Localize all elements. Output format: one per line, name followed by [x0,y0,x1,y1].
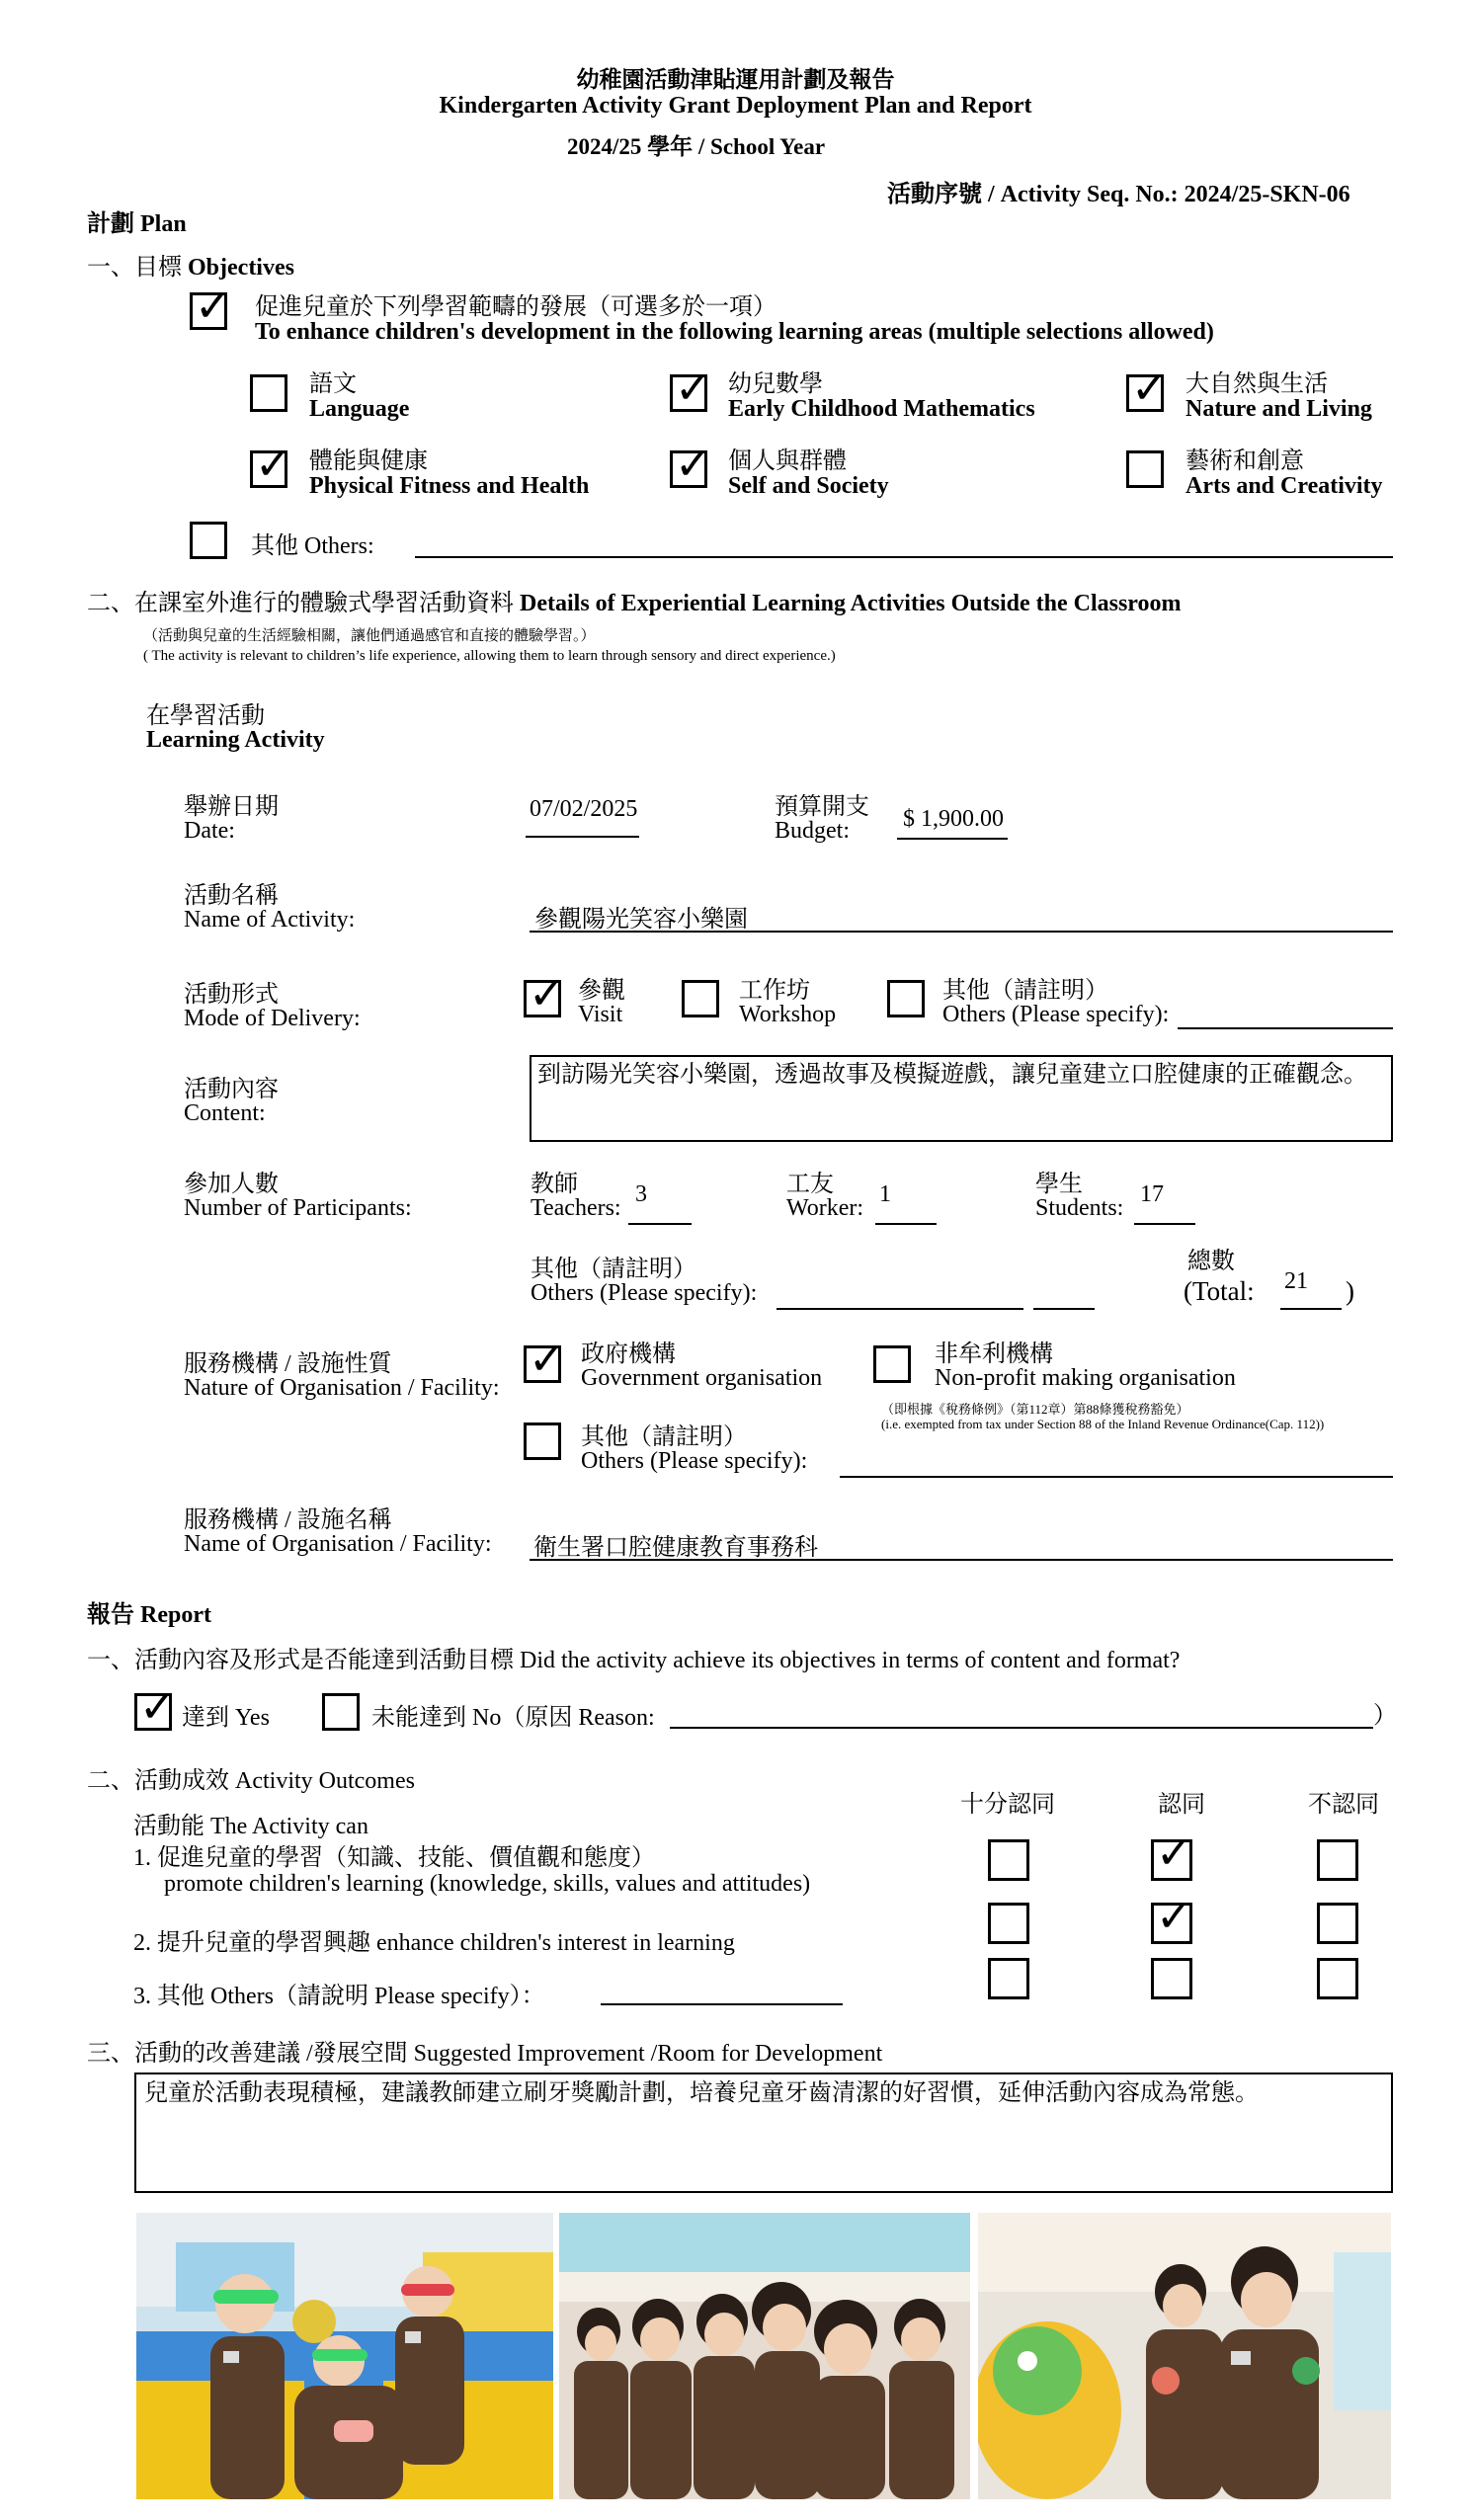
org-name-field[interactable] [530,1559,1393,1561]
date-field[interactable] [526,836,639,838]
check-icon: ✓ [529,1335,565,1385]
nature-gov-en: Government organisation [581,1365,823,1391]
teachers-value: 3 [635,1181,647,1207]
nature-gov-checkbox[interactable] [524,1335,565,1385]
objectives-others-field[interactable] [415,556,1393,558]
area-language-checkbox[interactable] [250,374,287,412]
mode-workshop-en: Workshop [739,1002,837,1027]
total-close-paren: ) [1346,1276,1354,1306]
title-en: Kindergarten Activity Grant Deployment Plan and Report [439,93,1032,119]
area-self-en: Self and Society [728,473,889,499]
participants-others-zh: 其他（請註明） [531,1257,696,1282]
outcome-2-zh: 2. 提升兒童的學習興趣 enhance children's interest in learning [133,1930,735,1956]
teachers-field[interactable] [628,1223,692,1225]
outcome-2-disagree-checkbox[interactable] [1317,1903,1358,1944]
check-icon: ✓ [1156,1892,1192,1942]
area-physical-zh: 體能與健康 [309,448,428,474]
content-value: 到訪陽光笑容小樂園，透過故事及模擬遊戲，讓兒童建立口腔健康的正確觀念。 [537,1062,1367,1088]
worker-label-zh: 工友 [786,1172,834,1197]
check-icon: ✓ [1156,1829,1192,1879]
participants-others-field[interactable] [776,1308,1023,1310]
total-value: 21 [1284,1268,1308,1294]
details-note-en: ( The activity is relevant to children’s life experience, allowing them to learn through sensory and direct experience.) [143,648,836,664]
report-yes-checkbox[interactable] [134,1682,176,1733]
area-physical-checkbox[interactable] [250,440,291,490]
school-year: 2024/25 學年 / School Year [567,134,826,159]
outcome-3-disagree-checkbox[interactable] [1317,1958,1358,1999]
date-value: 07/02/2025 [530,796,638,822]
area-arts-en: Arts and Creativity [1185,473,1383,499]
students-value: 17 [1140,1181,1164,1207]
org-name-value: 衛生署口腔健康教育事務科 [533,1535,818,1561]
nature-other-zh: 其他（請註明） [581,1424,747,1450]
area-math-en: Early Childhood Mathematics [728,396,1035,422]
participants-others-count-field[interactable] [1033,1308,1095,1310]
students-label-zh: 學生 [1035,1172,1083,1197]
outcome-3-agree-checkbox[interactable] [1151,1958,1192,1999]
worker-label-en: Worker: [786,1195,864,1221]
check-icon: ✓ [675,364,711,414]
children-holding-toys-photo [978,2213,1391,2499]
col-strongly-agree: 十分認同 [960,1792,1055,1818]
report-no-checkbox[interactable] [322,1693,360,1731]
mode-visit-en: Visit [578,1002,623,1027]
budget-label-zh: 預算開支 [775,794,869,820]
check-icon: ✓ [675,440,711,490]
area-nature-checkbox[interactable] [1126,364,1168,414]
mode-workshop-zh: 工作坊 [739,978,810,1004]
total-label-en: (Total: [1184,1276,1255,1306]
area-language-en: Language [309,396,410,422]
teachers-label-zh: 教師 [531,1172,578,1197]
mode-others-en: Others (Please specify): [942,1002,1170,1027]
check-icon: ✓ [1131,364,1168,414]
objectives-others-checkbox[interactable] [190,522,227,559]
budget-value: $ 1,900.00 [903,806,1004,832]
seq-no: 2024/25-SKN-06 [1184,182,1350,207]
mode-others-checkbox[interactable] [887,980,925,1017]
participants-others-en: Others (Please specify): [531,1280,758,1306]
area-language-zh: 語文 [309,371,357,397]
area-math-zh: 幼兒數學 [728,371,823,397]
teachers-label-en: Teachers: [531,1195,621,1221]
area-self-checkbox[interactable] [670,440,711,490]
nature-np-zh: 非牟利機構 [935,1341,1053,1367]
report-yes-label: 達到 Yes [182,1705,270,1731]
mode-workshop-checkbox[interactable] [682,980,719,1017]
area-physical-en: Physical Fitness and Health [309,473,590,499]
students-field[interactable] [1134,1223,1195,1225]
outcome-3-strongly-agree-checkbox[interactable] [988,1958,1029,1999]
outcome-1-en: promote children's learning (knowledge, skills, values and attitudes) [164,1871,811,1897]
check-icon: ✓ [529,969,565,1019]
objectives-intro-zh: 促進兒童於下列學習範疇的發展（可選多於一項） [255,294,776,320]
check-icon: ✓ [139,1682,176,1733]
check-icon: ✓ [195,282,231,332]
area-nature-zh: 大自然與生活 [1185,371,1328,397]
activity-name-label-zh: 活動名稱 [184,883,279,909]
activity-name-field[interactable] [530,931,1393,933]
col-agree: 認同 [1158,1792,1205,1818]
nature-label-zh: 服務機構 / 設施性質 [184,1351,392,1377]
nature-np-note-zh: （即根據《稅務條例》（第112章）第88條獲稅務豁免） [881,1402,1189,1417]
objectives-intro-en: To enhance children's development in the following learning areas (multiple selections allowed) [255,319,1214,345]
outcomes-heading: 二、活動成效 Activity Outcomes [87,1768,415,1794]
improvement-box[interactable] [134,2073,1393,2193]
area-arts-checkbox[interactable] [1126,450,1164,488]
worker-value: 1 [879,1181,891,1207]
nature-other-en: Others (Please specify): [581,1448,808,1474]
mode-others-field[interactable] [1178,1027,1393,1029]
improvement-heading: 三、活動的改善建議 /發展空間 Suggested Improvement /Room for Development [87,2041,883,2067]
org-label-zh: 服務機構 / 設施名稱 [184,1507,392,1533]
plan-heading: 計劃 Plan [87,211,187,237]
org-label-en: Name of Organisation / Facility: [184,1531,492,1557]
report-q1: 一、活動內容及形式是否能達到活動目標 Did the activity achieve its objectives in terms of content and format? [87,1648,1181,1673]
date-label-en: Date: [184,818,235,844]
objectives-heading: 一、目標 Objectives [87,255,294,281]
mode-visit-zh: 參觀 [578,978,625,1004]
students-label-en: Students: [1035,1195,1124,1221]
outcome-3-zh: 3. 其他 Others（請說明 Please specify）： [133,1984,545,2009]
seq-label: 活動序號 / Activity Seq. No.: [887,182,1179,207]
report-heading: 報告 Report [87,1602,211,1628]
mode-label-en: Mode of Delivery: [184,1006,361,1031]
activity-name-value: 參觀陽光笑容小樂園 [534,907,748,933]
nature-np-en: Non-profit making organisation [935,1365,1236,1391]
col-disagree: 不認同 [1308,1792,1379,1818]
outcome-1-disagree-checkbox[interactable] [1317,1839,1358,1881]
total-field[interactable] [1280,1308,1342,1310]
objectives-others-label: 其他 Others: [251,533,374,559]
title-zh: 幼稚園活動津貼運用計劃及報告 [576,67,895,92]
budget-field[interactable] [897,838,1008,840]
report-no-reason-field[interactable] [670,1727,1373,1729]
children-dental-play-photo [136,2213,553,2499]
details-note-zh: （活動與兒童的生活經驗相關，讓他們通過感官和直接的體驗學習。） [143,628,596,644]
nature-np-checkbox[interactable] [873,1345,911,1383]
mode-visit-checkbox[interactable] [524,969,565,1019]
mode-label-zh: 活動形式 [184,982,279,1008]
check-icon: ✓ [255,440,291,490]
outcome-2-strongly-agree-checkbox[interactable] [988,1903,1029,1944]
nature-gov-zh: 政府機構 [581,1341,676,1367]
outcome-1-agree-checkbox[interactable] [1151,1829,1192,1881]
area-nature-en: Nature and Living [1185,396,1372,422]
objectives-intro-checkbox[interactable] [190,282,231,332]
activity-name-label-en: Name of Activity: [184,907,356,933]
learning-activity-en: Learning Activity [146,727,325,753]
report-no-label: 未能達到 No（原因 Reason: [371,1705,655,1731]
area-math-checkbox[interactable] [670,364,711,414]
participants-label-zh: 參加人數 [184,1172,279,1197]
nature-other-field[interactable] [840,1476,1393,1478]
outcomes-intro: 活動能 The Activity can [133,1814,368,1839]
content-box[interactable] [530,1055,1393,1142]
worker-field[interactable] [875,1223,937,1225]
budget-label-en: Budget: [775,818,850,844]
outcome-1-strongly-agree-checkbox[interactable] [988,1839,1029,1881]
total-label-zh: 總數 [1187,1249,1235,1274]
area-arts-zh: 藝術和創意 [1185,448,1304,474]
outcome-2-agree-checkbox[interactable] [1151,1892,1192,1944]
nature-np-note-en: (i.e. exempted from tax under Section 88 of the Inland Revenue Ordinance(Cap. 112)) [881,1417,1325,1431]
participants-label-en: Number of Participants: [184,1195,412,1221]
date-label-zh: 舉辦日期 [184,794,279,820]
activity-seq [887,174,1350,208]
improvement-text: 兒童於活動表現積極，建議教師建立刷牙獎勵計劃，培養兒童牙齒清潔的好習慣，延伸活動內容成為常態。 [144,2080,1259,2106]
nature-other-checkbox[interactable] [524,1423,561,1460]
content-label-en: Content: [184,1100,266,1126]
outcome-1-zh: 1. 促進兒童的學習（知識、技能、價值觀和態度） [133,1845,655,1871]
nature-label-en: Nature of Organisation / Facility: [184,1375,500,1401]
content-label-zh: 活動內容 [184,1077,279,1102]
mode-others-zh: 其他（請註明） [942,978,1108,1004]
learning-activity-zh: 在學習活動 [146,703,265,729]
outcome-3-specify-field[interactable] [601,2003,843,2005]
children-seated-group-photo [559,2213,970,2499]
area-self-zh: 個人與群體 [728,448,847,474]
details-heading: 二、在課室外進行的體驗式學習活動資料 Details of Experiential Learning Activities Outside the Classroom [87,591,1182,616]
report-close-paren: ） [1373,1703,1397,1729]
